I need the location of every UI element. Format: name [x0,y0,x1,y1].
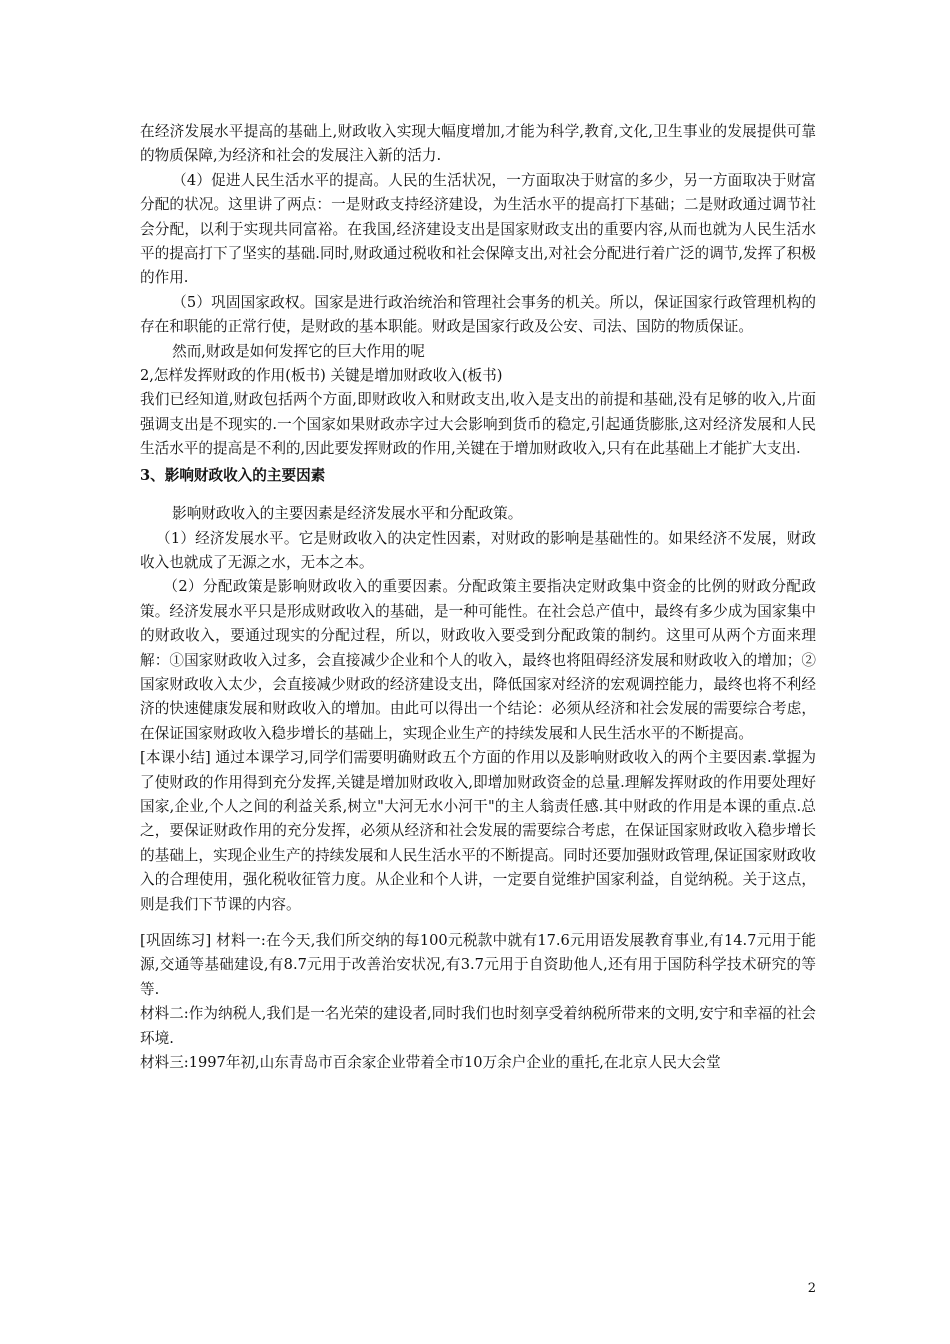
paragraph-transition-question: 然而,财政是如何发挥它的巨大作用的呢 [172,342,425,360]
paragraph-economic-development: 在经济发展水平提高的基础上,财政收入实现大幅度增加,才能为科学,教育,文化,卫生事业的发展提供可靠的物质保障,为经济和社会的发展注入新的活力. [140,123,816,165]
paragraph-living-standard: （4）促进人民生活水平的提高。人民的生活状况，一方面取决于财富的多少，另一方面取决于财富分配的状况。这里讲了两点：一是财政支持经济建设，为生活水平的提高打下基础；二是财政通过调节社会分配，以利于实现共同富裕。在我国,经济建设支出是国家财政支出的重要内容,从而也就为人民生活水平的提高打下了坚实的基础.同时,财政通过税收和社会保障支出,对社会分配进行着广泛的调节,发挥了积极的作用. [140,171,816,287]
paragraph-blackboard-note: 2,怎样发挥财政的作用(板书) 关键是增加财政收入(板书) [140,367,503,385]
document-body [140,120,816,1075]
paragraph-practice-material-one: [巩固练习] 材料一:在今天,我们所交纳的每100元税款中就有17.6元用语发展教育事业,有14.7元用于能源,交通等基础建设,有8.7元用于改善治安状况,有3.7元用于自资助他人,还有用于国防科学技术研究的等等. [140,932,816,998]
paragraph-increase-revenue: 我们已经知道,财政包括两个方面,即财政收入和财政支出,收入是支出的前提和基础,没有足够的收入,片面强调支出是不现实的.一个国家如果财政赤字过大会影响到货币的稳定,引起通货膨胀,这对经济发展和人民生活水平的提高是不利的,因此要发挥财政的作用,关键在于增加财政收入,只有在此基础上才能扩大支出. [140,391,816,458]
paragraph-state-power: （5）巩固国家政权。国家是进行政治统治和管理社会事务的机关。所以，保证国家行政管理机构的存在和职能的正常行使，是财政的基本职能。财政是国家行政及公安、司法、国防的物质保证。 [140,293,816,336]
page-number: 2 [807,1281,816,1296]
paragraph-practice-material-two: 材料二:作为纳税人,我们是一名光荣的建设者,同时我们也时刻享受着纳税所带来的文明,安宁和幸福的社会环境. [140,1005,816,1047]
paragraph-factor-economic-level: （1）经济发展水平。它是财政收入的决定性因素，对财政的影响是基础性的。如果经济不发展，财政收入也就成了无源之水，无本之本。 [140,529,816,571]
paragraph-practice-material-three: 材料三:1997年初,山东青岛市百余家企业带着全市10万余户企业的重托,在北京人民大会堂 [140,1054,721,1072]
paragraph-main-factors: 影响财政收入的主要因素是经济发展水平和分配政策。 [172,505,523,523]
paragraph-lesson-summary: [本课小结] 通过本课学习,同学们需要明确财政五个方面的作用以及影响财政收入的两个主要因素.掌握为了使财政的作用得到充分发挥,关键是增加财政收入,即增加财政资金的总量.理解发挥财政的作用要处理好国家,企业,个人之间的利益关系,树立"大河无水小河干"的主人翁责任感.其中财政的作用是本课的重点.总之，要保证财政作用的充分发挥，必须从经济和社会发展的需要综合考虑，在保证国家财政收入稳步增长的基础上，实现企业生产的持续发展和人民生活水平的不断提高。同时还要加强财政管理,保证国家财政收入的合理使用，强化税收征管力度。从企业和个人讲，一定要自觉维护国家利益，自觉纳税。关于这点，则是我们下节课的内容。 [140,749,816,913]
paragraph-factor-distribution-policy: （2）分配政策是影响财政收入的重要因素。分配政策主要指决定财政集中资金的比例的财政分配政策。经济发展水平只是形成财政收入的基础，是一种可能性。在社会总产值中，最终有多少成为国家集中的财政收入，要通过现实的分配过程，所以，财政收入要受到分配政策的制约。这里可从两个方面来理解：①国家财政收入过多，会直接减少企业和个人的收入，最终也将阻碍经济发展和财政收入的增加；②国家财政收入太少，会直接减少财政的经济建设支出，降低国家对经济的宏观调控能力，最终也将不利经济的快速健康发展和财政收入的增加。由此可以得出一个结论：必须从经济和社会发展的需要综合考虑，在保证国家财政收入稳步增长的基础上，实现企业生产的持续发展和人民生活水平的不断提高。 [140,578,816,742]
section-heading-revenue-factors: 3、影响财政收入的主要因素 [140,466,326,484]
